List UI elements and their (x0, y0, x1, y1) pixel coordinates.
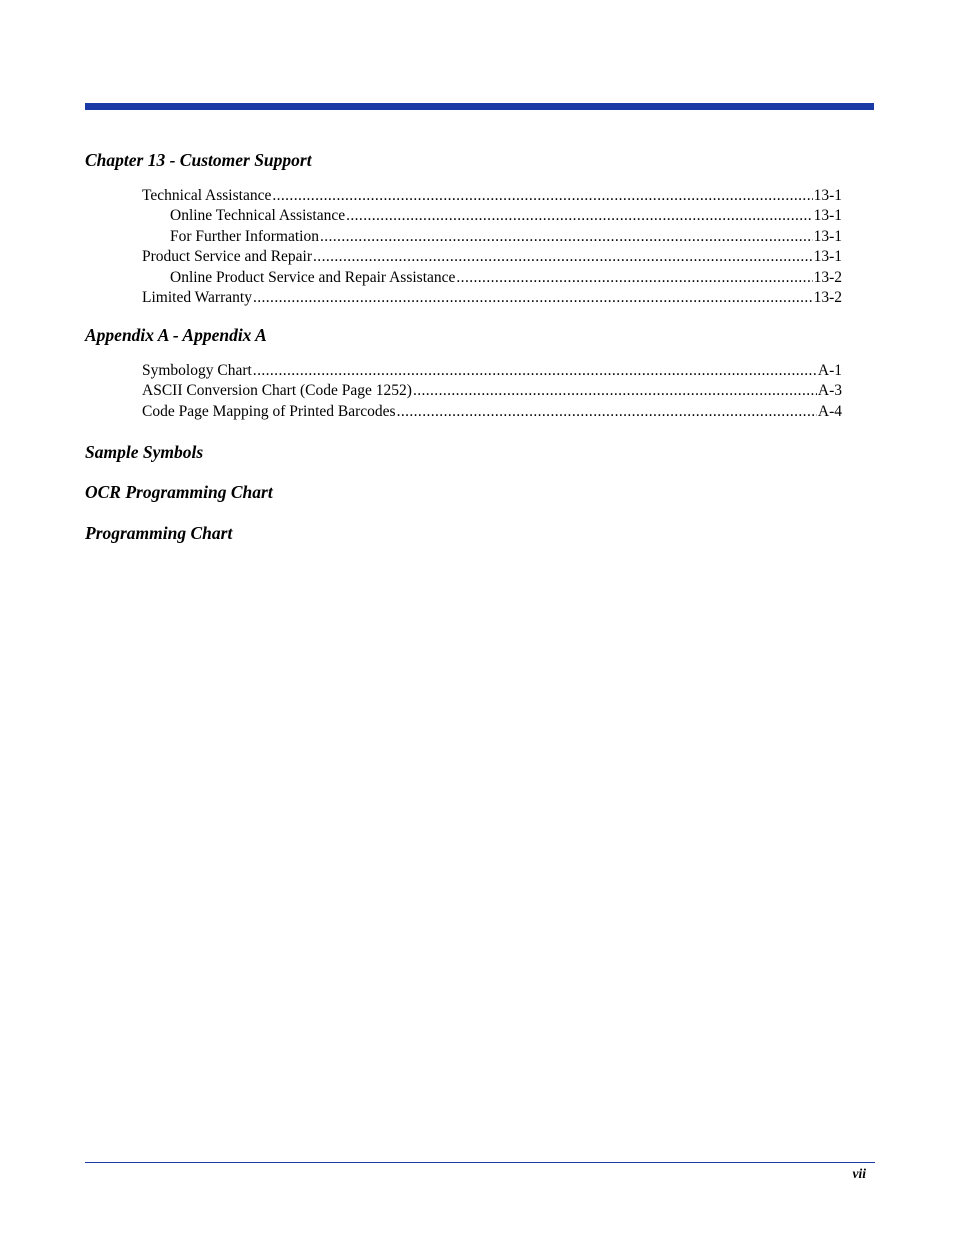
toc-entry-label: Online Product Service and Repair Assistance (170, 268, 456, 286)
toc-entry-label: Code Page Mapping of Printed Barcodes (142, 402, 396, 420)
toc-section-programming-chart (85, 523, 842, 543)
toc-entry-label: For Further Information (170, 227, 319, 245)
toc-entry[interactable] (85, 247, 842, 267)
dot-leader (456, 268, 812, 288)
toc-entry-label: Limited Warranty (142, 288, 252, 306)
toc-entry-label: Symbology Chart (142, 362, 252, 379)
toc-section-appendix-a (85, 325, 842, 422)
toc-entry[interactable] (85, 361, 842, 381)
toc-entry-label: Technical Assistance (142, 187, 272, 204)
dot-leader (413, 381, 817, 401)
toc-entry-list (85, 186, 842, 308)
header-rule (85, 103, 874, 110)
toc-entry[interactable] (85, 268, 842, 288)
toc-section-heading[interactable]: Programming Chart (85, 523, 233, 543)
toc-section-heading[interactable]: Sample Symbols (85, 442, 204, 462)
dot-leader (272, 186, 812, 206)
toc-entry-page: A-4 (817, 402, 842, 420)
toc-section-heading[interactable]: OCR Programming Chart (85, 482, 273, 502)
toc-entry-label: ASCII Conversion Chart (Code Page 1252) (142, 382, 412, 400)
page-number: vii (852, 1166, 866, 1181)
toc-section-heading[interactable]: Chapter 13 - Customer Support (85, 150, 312, 170)
dot-leader (346, 206, 812, 226)
toc-entry-page: 13-1 (813, 207, 842, 225)
dot-leader (397, 402, 817, 422)
toc-section-ocr-programming-chart (85, 482, 842, 502)
toc-entry[interactable] (85, 381, 842, 401)
toc-entry-page: 13-2 (813, 288, 842, 306)
toc-entry-label: Product Service and Repair (142, 248, 313, 266)
toc-entry[interactable] (85, 186, 842, 206)
toc-section-sample-symbols (85, 442, 842, 462)
toc-entry[interactable] (85, 402, 842, 422)
dot-leader (313, 247, 813, 267)
toc-section-heading[interactable]: Appendix A - Appendix A (85, 325, 267, 345)
toc-entry-label: Online Technical Assistance (170, 207, 346, 225)
dot-leader (253, 288, 813, 308)
toc-entry[interactable] (85, 227, 842, 247)
toc-entry[interactable] (85, 288, 842, 308)
toc-entry-page: 13-1 (813, 248, 842, 266)
dot-leader (253, 361, 817, 381)
toc-entry-page: A-1 (817, 362, 842, 379)
footer-rule (85, 1162, 875, 1163)
toc-entry-list (85, 361, 842, 422)
toc-entry-page: 13-1 (813, 187, 842, 204)
toc-section-chapter-13 (85, 150, 842, 308)
toc-entry[interactable] (85, 206, 842, 226)
toc-entry-page: A-3 (817, 382, 842, 400)
toc-entry-page: 13-1 (813, 227, 842, 245)
dot-leader (320, 227, 813, 247)
toc-entry-page: 13-2 (813, 268, 842, 286)
